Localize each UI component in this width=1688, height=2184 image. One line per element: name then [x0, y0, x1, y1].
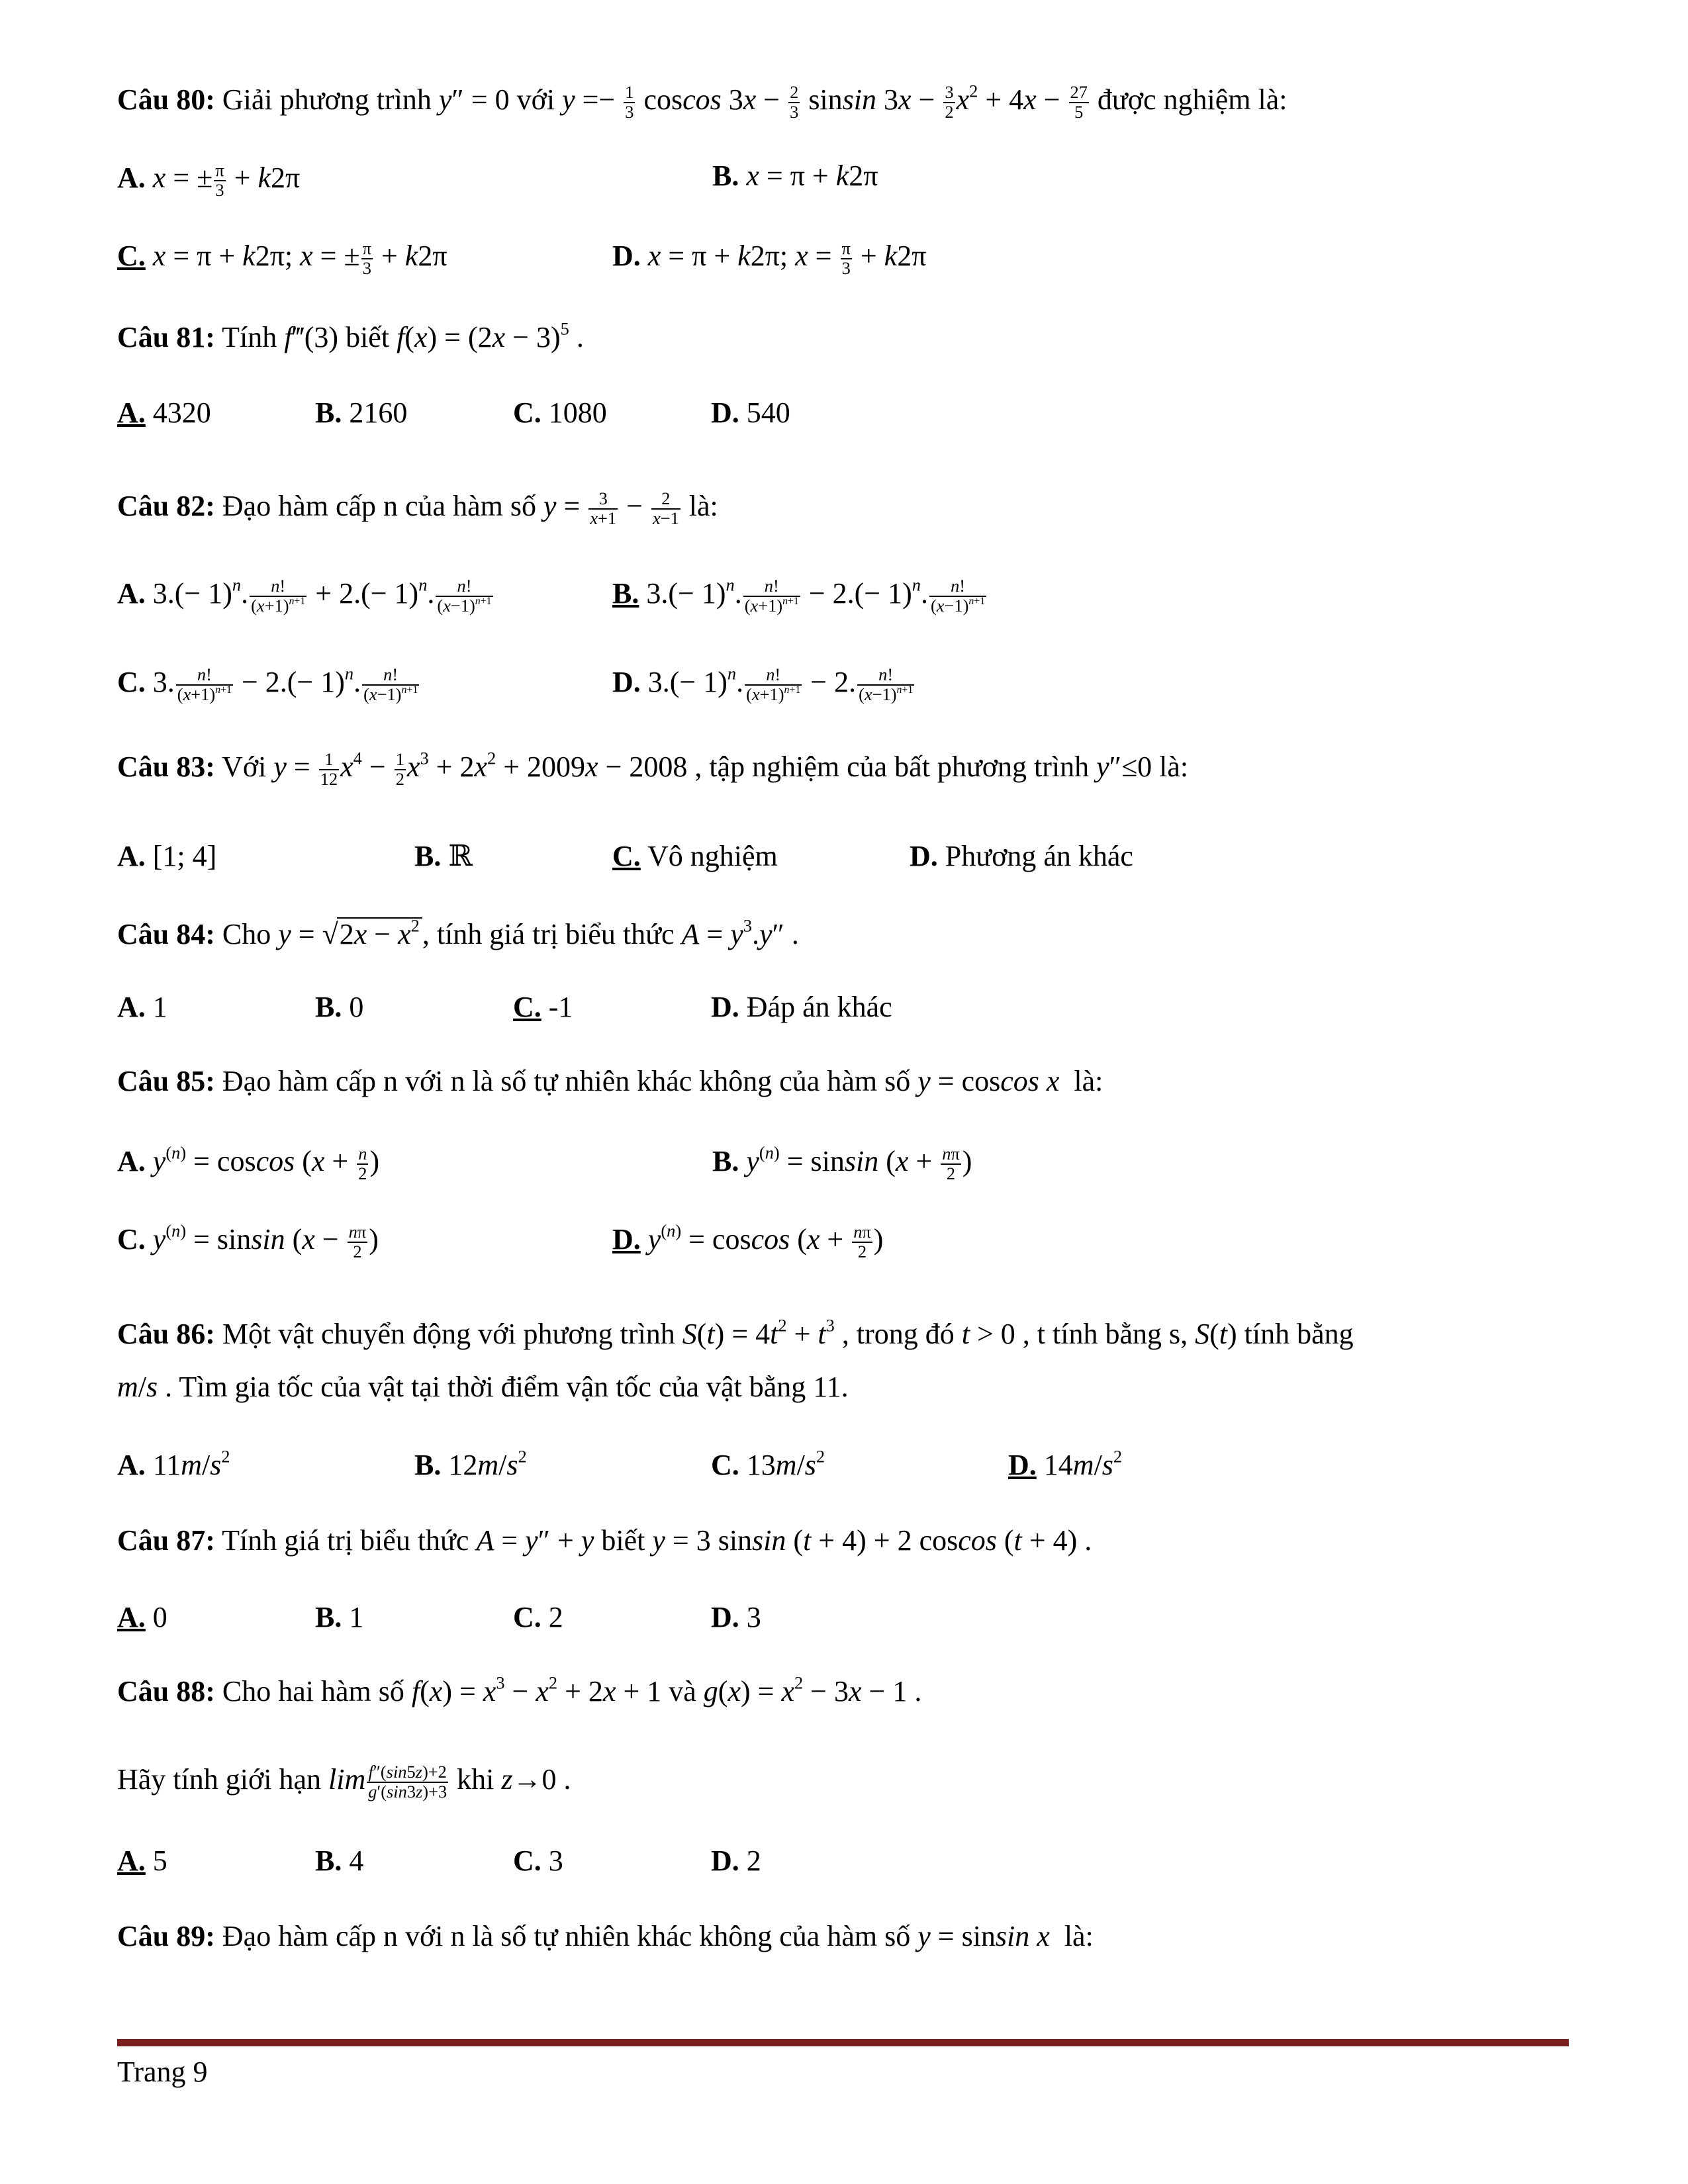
- option-83c[interactable]: C. Vô nghiệm: [612, 840, 778, 872]
- option-86d[interactable]: D. $14m/s^2$: [1008, 1446, 1123, 1481]
- option-80d[interactable]: D. x = π + k2π; x = $\frac{\pi}{3}$ + k2π: [612, 238, 927, 278]
- question-82: Câu 82: Đạo hàm cấp n của hàm số y = $\frac{3}{x+1}$ − $\frac{2}{x-1}$ là:: [117, 488, 718, 528]
- option-81c[interactable]: C. 1080: [513, 396, 607, 429]
- option-86b[interactable]: B. $12m/s^2$: [414, 1446, 527, 1481]
- option-83d[interactable]: D. Phương án khác: [910, 840, 1133, 872]
- option-80c[interactable]: C. x = π + k2π; x = ± $\frac{\pi}{3}$ + k2π: [117, 238, 447, 278]
- question-89: Câu 89: Đạo hàm cấp n với n là số tự nhiên khác không của hàm số y = sinsin x là:: [117, 1920, 1094, 1952]
- option-88b[interactable]: B. 4: [315, 1844, 364, 1877]
- page-number: Trang 9: [117, 2056, 208, 2088]
- question-85: Câu 85: Đạo hàm cấp n với n là số tự nhiên khác không của hàm số y = coscos x là:: [117, 1065, 1103, 1097]
- option-87a[interactable]: A. 0: [117, 1601, 167, 1633]
- option-83a[interactable]: A. [1; 4]: [117, 840, 217, 872]
- question-87: Câu 87: Tính giá trị biểu thức A = y″ + y biết y = 3 sinsin (t + 4) + 2 coscos (t + 4) .: [117, 1524, 1092, 1557]
- option-86c[interactable]: C. $13m/s^2$: [711, 1446, 825, 1481]
- option-86a[interactable]: A. $11m/s^2$: [117, 1446, 230, 1481]
- option-85d[interactable]: D. $y^{(n)} = coscos$ (x + $\frac{n\pi}{2}$ ): [612, 1220, 884, 1261]
- question-88: Câu 88: Cho hai hàm số $f(x) = x^3 - x^2 + 2x + 1$ và $g(x) = x^2 - 3x - 1$ .: [117, 1672, 922, 1707]
- question-80: Câu 80: Giải phương trình y″ = 0 với y =− $\frac{1}{3}$ coscos 3x − $\frac{2}{3}$ sinsin 3x − $\frac{3}{2}$ $x^2 + 4x$ − $\frac{27}{5}$ được nghiệm là:: [117, 81, 1288, 122]
- option-84c[interactable]: C. -1: [513, 991, 573, 1023]
- question-86: Câu 86: Một vật chuyển động với phương trình $S(t) = 4t^2 + t^3$ , trong đó t > 0 , t tính bằng s, S(t) tính bằng: [117, 1315, 1354, 1350]
- option-82a[interactable]: A. $3.(- 1)^n$. $\frac{n!}{(x+1)^{n+1}}$ + $2.(- 1)^n$. $\frac{n!}{(x-1)^{n+1}}$: [117, 574, 492, 615]
- question-86-cont: m/s . Tìm gia tốc của vật tại thời điểm vận tốc của vật bằng 11.: [117, 1371, 849, 1403]
- option-83b[interactable]: B. ℝ: [414, 840, 473, 872]
- option-84d[interactable]: D. Đáp án khác: [711, 991, 892, 1023]
- option-81d[interactable]: D. 540: [711, 396, 790, 429]
- option-88a[interactable]: A. 5: [117, 1844, 167, 1877]
- option-87c[interactable]: C. 2: [513, 1601, 563, 1633]
- option-87d[interactable]: D. 3: [711, 1601, 761, 1633]
- option-84b[interactable]: B. 0: [315, 991, 364, 1023]
- option-82c[interactable]: C. 3. $\frac{n!}{(x+1)^{n+1}}$ − $2.(- 1)^n$. $\frac{n!}{(x-1)^{n+1}}$: [117, 663, 418, 704]
- option-88c[interactable]: C. 3: [513, 1844, 563, 1877]
- question-83: Câu 83: Với y = $\frac{1}{12}$ $x^4$ − $\frac{1}{2}$ $x^3 + 2x^2 + 2009x - 2008$ , tập nghiệm của bất phương trình y″≤0 là:: [117, 748, 1189, 789]
- option-80a[interactable]: A. x = ± $\frac{\pi}{3}$ + k2π: [117, 160, 301, 200]
- question-88-limit: Hãy tính giới hạn lim $\frac{f''(\sin 5z)+2}{g'(\sin 3z)+3}$ khi z→0 .: [117, 1762, 571, 1801]
- option-88d[interactable]: D. 2: [711, 1844, 761, 1877]
- option-85c[interactable]: C. $y^{(n)} = sinsin$ (x − $\frac{n\pi}{2}$ ): [117, 1220, 379, 1261]
- option-84a[interactable]: A. 1: [117, 991, 167, 1023]
- option-85b[interactable]: B. $y^{(n)} = sinsin$ (x + $\frac{n\pi}{2}$ ): [712, 1142, 972, 1183]
- option-85a[interactable]: A. $y^{(n)} = coscos$ (x + $\frac{n}{2}$ ): [117, 1142, 380, 1183]
- option-87b[interactable]: B. 1: [315, 1601, 364, 1633]
- question-label: Câu 80:: [117, 83, 215, 116]
- option-81b[interactable]: B. 2160: [315, 396, 408, 429]
- option-82b[interactable]: B. $3.(- 1)^n$. $\frac{n!}{(x+1)^{n+1}}$ − $2.(- 1)^n$. $\frac{n!}{(x-1)^{n+1}}$: [612, 574, 986, 615]
- question-84: Câu 84: Cho $y = √2x - x^2$, tính giá trị biểu thức $A = y^3.y''$ .: [117, 915, 799, 950]
- footer-divider: [117, 2039, 1569, 2046]
- option-81a[interactable]: A. 4320: [117, 396, 211, 429]
- option-80b[interactable]: B. x = π + k2π: [712, 159, 878, 192]
- question-81: Câu 81: Tính f‴(3) biết $f(x) = (2x - 3)^5$ .: [117, 318, 584, 353]
- option-82d[interactable]: D. $3.(- 1)^n$. $\frac{n!}{(x+1)^{n+1}}$ − 2. $\frac{n!}{(x-1)^{n+1}}$: [612, 663, 914, 704]
